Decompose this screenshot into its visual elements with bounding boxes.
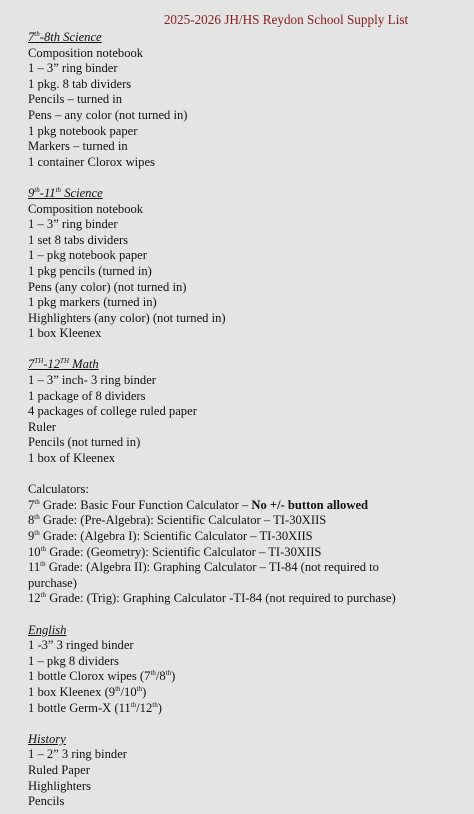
list-item: 1 pkg pencils (turned in): [28, 263, 152, 278]
list-item: Ruled Paper: [28, 762, 90, 777]
calculator-grade-11-continued: purchase): [28, 575, 77, 590]
page-title: 2025-2026 JH/HS Reydon School Supply List: [163, 12, 409, 27]
list-item: 1 set 8 tabs dividers: [28, 232, 129, 247]
list-item: 1 – 3” ring binder: [28, 217, 118, 232]
list-item: 1 -3” 3 ringed binder: [28, 638, 134, 653]
list-item: 1 – 3” inch- 3 ring binder: [28, 373, 157, 388]
calculator-grade-8: 8th Grade: (Pre-Algebra): Scientific Calculator – TI-30XIIS: [28, 513, 327, 528]
list-item: Pencils (not turned in): [28, 435, 141, 450]
list-item-kleenex: 1 box Kleenex (9th/10th): [28, 684, 147, 699]
list-item: Pencils: [28, 794, 65, 809]
list-item: 1 – pkg 8 dividers: [28, 653, 119, 668]
section-heading-science-7-8: 7th-8th Science: [28, 29, 102, 44]
list-item: 1 package of 8 dividers: [28, 388, 146, 403]
list-item: 1 box of Kleenex: [28, 451, 116, 466]
list-item: 1 – pkg notebook paper: [28, 248, 147, 263]
list-item: 1 container Clorox wipes: [28, 154, 155, 169]
list-item: Pencils – turned in: [28, 92, 123, 107]
list-item: Markers – turned in: [28, 139, 128, 154]
spacer: [28, 467, 474, 483]
list-item: Pens (any color) (not turned in): [28, 279, 187, 294]
calculator-grade-10: 10th Grade: (Geometry): Scientific Calculator – TI-30XIIS: [28, 544, 322, 559]
spacer: [28, 342, 474, 358]
calculator-grade-7: 7th Grade: Basic Four Function Calculator – No +/- button allowed: [28, 497, 369, 512]
calculator-grade-9: 9th Grade: (Algebra I): Scientific Calculator – TI-30XIIS: [28, 528, 313, 543]
list-item-clorox: 1 bottle Clorox wipes (7th/8th): [28, 669, 176, 684]
spacer: [28, 170, 474, 186]
list-item: Highlighters (any color) (not turned in): [28, 310, 226, 325]
list-item: Ruler: [28, 419, 56, 434]
list-item: 4 packages of college ruled paper: [28, 404, 197, 419]
section-heading-math: 7TH-12TH Math: [28, 357, 99, 372]
section-heading-science-9-11: 9th-11th Science: [28, 185, 103, 200]
list-item: 1 pkg notebook paper: [28, 123, 138, 138]
list-item: 1 box Kleenex: [28, 326, 102, 341]
list-item: 1 pkg markers (turned in): [28, 295, 157, 310]
list-item: Composition notebook: [28, 201, 144, 216]
list-item: Pens – any color (not turned in): [28, 107, 188, 122]
list-item: 1 – 3” ring binder: [28, 61, 118, 76]
spacer: [28, 607, 474, 623]
list-item: 1 – 2” 3 ring binder: [28, 747, 127, 762]
section-heading-english: English: [28, 622, 67, 637]
calculators-label: Calculators:: [28, 482, 89, 497]
list-item: 1 pkg. 8 tab dividers: [28, 76, 132, 91]
list-item: Highlighters: [28, 778, 91, 793]
section-heading-history: History: [28, 731, 66, 746]
calculator-grade-12: 12th Grade: (Trig): Graphing Calculator -TI-84 (not required to purchase): [28, 591, 396, 606]
spacer: [28, 716, 474, 732]
list-item-germx: 1 bottle Germ-X (11th/12th): [28, 700, 162, 715]
list-item: Composition notebook: [28, 45, 144, 60]
calculator-grade-11: 11th Grade: (Algebra II): Graphing Calculator – TI-84 (not required to: [28, 560, 379, 575]
